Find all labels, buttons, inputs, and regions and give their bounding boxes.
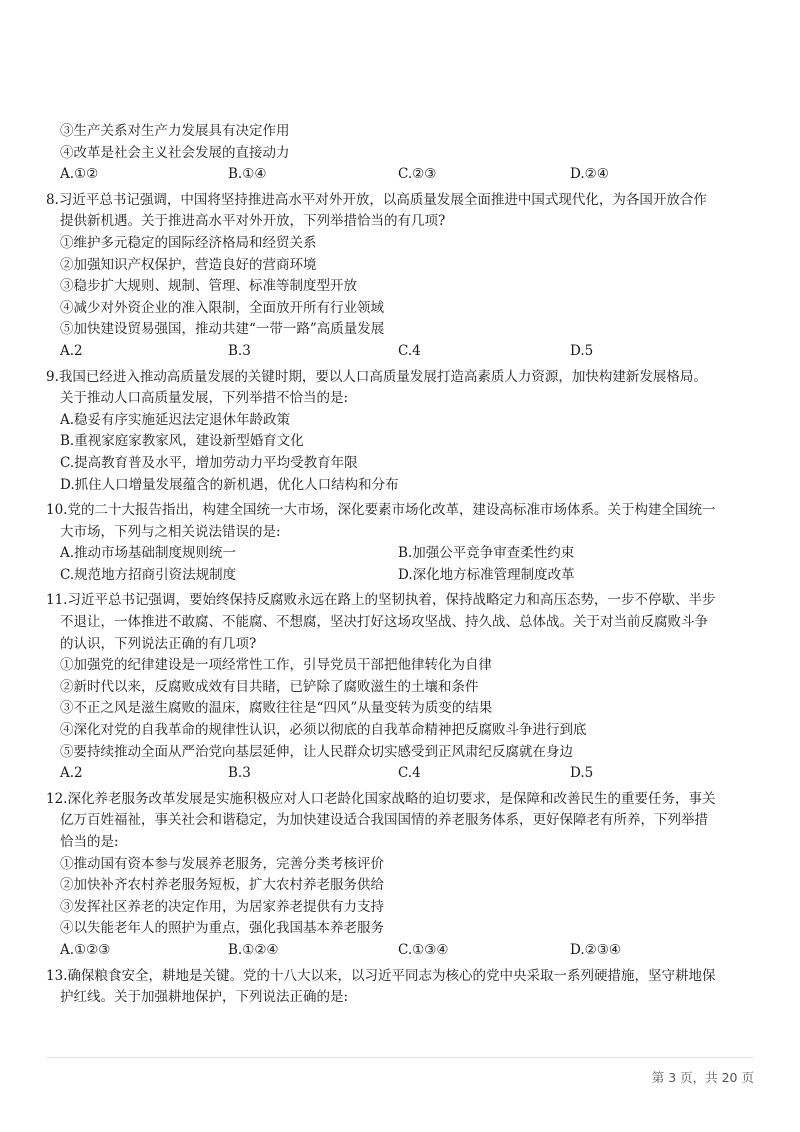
choice-d: D.②④ — [570, 166, 609, 183]
question-text: 9.我国已经进入推动高质量发展的关键时期，要以人口高质量发展打造高素质人力资源，加快构建新发展格局。 — [46, 368, 707, 385]
statement-item: ①推动国有资本参与发展养老服务，完善分类考核评价 — [60, 855, 384, 872]
choice-a: A.推动市场基础制度规则统一 — [60, 545, 237, 562]
question-8 — [46, 190, 746, 363]
statement-item: ③发挥社区养老的决定作用，为居家养老提供有力支持 — [60, 898, 384, 915]
statement-item: ④深化对党的自我革命的规律性认识，必须以彻底的自我革命精神把反腐败斗争进行到底 — [60, 722, 587, 739]
page-number: 第 3 页，共 20 页 — [651, 1070, 754, 1085]
choice-c: C.①③④ — [398, 941, 449, 958]
choice-b: B.加强公平竞争审查柔性约束 — [398, 545, 575, 562]
statement-item: ②新时代以来，反腐败成效有目共睹，已铲除了腐败滋生的土壤和条件 — [60, 678, 479, 695]
statement-item: ①维护多元稳定的国际经济格局和经贸关系 — [60, 234, 317, 251]
question-text: 护红线。关于加强耕地保护，下列说法正确的是: — [60, 989, 349, 1006]
statement-item: ④减少对外资企业的准入限制，全面放开所有行业领域 — [60, 299, 384, 316]
question-11 — [46, 590, 746, 784]
choice-a: A.2 — [60, 342, 83, 359]
choice-c: C.提高教育普及水平，增加劳动力平均受教育年限 — [60, 454, 358, 471]
statement-item: ③不正之风是滋生腐败的温床，腐败往往是“四风”从量变转为质变的结果 — [60, 700, 493, 717]
question-text: 关于推动人口高质量发展，下列举措不恰当的是: — [60, 390, 349, 407]
answer-choices — [46, 940, 746, 962]
question-10 — [46, 500, 746, 586]
choice-d: D.5 — [570, 342, 594, 359]
choice-b: B.重视家庭家教家风，建设新型婚育文化 — [60, 433, 304, 450]
choice-b: B.①②④ — [228, 941, 279, 958]
choice-c: C.4 — [398, 765, 421, 782]
statement-item: ③稳步扩大规则、规制、管理、标准等制度型开放 — [60, 278, 357, 295]
statement-item: ⑤要持续推动全面从严治党向基层延伸，让人民群众切实感受到正风肃纪反腐就在身边 — [60, 743, 573, 760]
question-text: 13.确保粮食安全，耕地是关键。党的十八大以来，以习近平同志为核心的党中央采取一系列硬措施，坚守耕地保 — [46, 967, 716, 984]
statement-item: ①加强党的纪律建设是一项经常性工作，引导党员干部把他律转化为自律 — [60, 657, 492, 674]
question-text: 恰当的是: — [60, 834, 119, 850]
answer-choices-row — [46, 543, 746, 565]
answer-choices-row — [46, 565, 746, 587]
choice-b: B.①④ — [228, 166, 267, 183]
question-text: 的认识，下列说法正确的有几项? — [60, 635, 257, 652]
answer-choices — [46, 164, 746, 186]
question-text: 11.习近平总书记强调，要始终保持反腐败永远在路上的坚韧执着，保持战略定力和高压态势，一步不停歇、半步 — [46, 592, 716, 609]
question-12 — [46, 789, 746, 962]
choice-a: A.①②③ — [60, 941, 111, 958]
statement-item: ④改革是社会主义社会发展的直接动力 — [60, 144, 290, 161]
question-text: 8.习近平总书记强调，中国将坚持推进高水平对外开放，以高质量发展全面推进中国式现代化，为各国开放合作 — [46, 191, 707, 208]
question-text: 提供新机遇。关于推进高水平对外开放，下列举措恰当的有几项? — [60, 213, 446, 230]
footer-divider — [46, 1057, 754, 1058]
choice-c: C.4 — [398, 342, 421, 359]
answer-choices — [46, 341, 746, 363]
statement-item: ②加强知识产权保护，营造良好的营商环境 — [60, 256, 317, 273]
question-text: 12.深化养老服务改革发展是实施积极应对人口老龄化国家战略的迫切要求，是保障和改善民生的重要任务，事关 — [46, 790, 716, 807]
choice-d: D.深化地方标准管理制度改革 — [398, 566, 575, 583]
choice-c: C.②③ — [398, 166, 437, 183]
question-9 — [46, 367, 746, 497]
question-text: 亿万百姓福祉，事关社会和谐稳定，为加快建设适合我国国情的养老服务体系，更好保障老有所养，下列举措 — [60, 812, 708, 829]
statement-item: ②加快补齐农村养老服务短板，扩大农村养老服务供给 — [60, 877, 384, 894]
question-7-tail — [46, 121, 746, 186]
statement-item: ⑤加快建设贸易强国，推动共建“一带一路”高质量发展 — [60, 321, 385, 338]
choice-d: D.抓住人口增量发展蕴含的新机遇，优化人口结构和分布 — [60, 476, 399, 493]
choice-c: C.规范地方招商引资法规制度 — [60, 566, 237, 583]
choice-b: B.3 — [228, 342, 251, 359]
page-content — [46, 121, 746, 1009]
choice-b: B.3 — [228, 765, 251, 782]
statement-item: ③生产关系对生产力发展具有决定作用 — [60, 123, 290, 139]
choice-a: A.稳妥有序实施延迟法定退休年龄政策 — [60, 411, 291, 428]
answer-choices — [46, 763, 746, 785]
choice-d: D.②③④ — [570, 941, 621, 958]
choice-d: D.5 — [570, 765, 594, 782]
question-text: 不退让，一体推进不敢腐、不能腐、不想腐，坚决打好这场攻坚战、持久战、总体战。关于对当前反腐败斗争 — [60, 614, 708, 631]
question-13 — [46, 966, 746, 1009]
statement-item: ④以失能老年人的照护为重点，强化我国基本养老服务 — [60, 920, 384, 937]
choice-a: A.①② — [60, 166, 99, 183]
choice-a: A.2 — [60, 765, 83, 782]
question-text: 大市场，下列与之相关说法错误的是: — [60, 523, 281, 540]
question-text: 10.党的二十大报告指出，构建全国统一大市场，深化要素市场化改革，建设高标准市场体系。关于构建全国统一 — [46, 502, 716, 519]
